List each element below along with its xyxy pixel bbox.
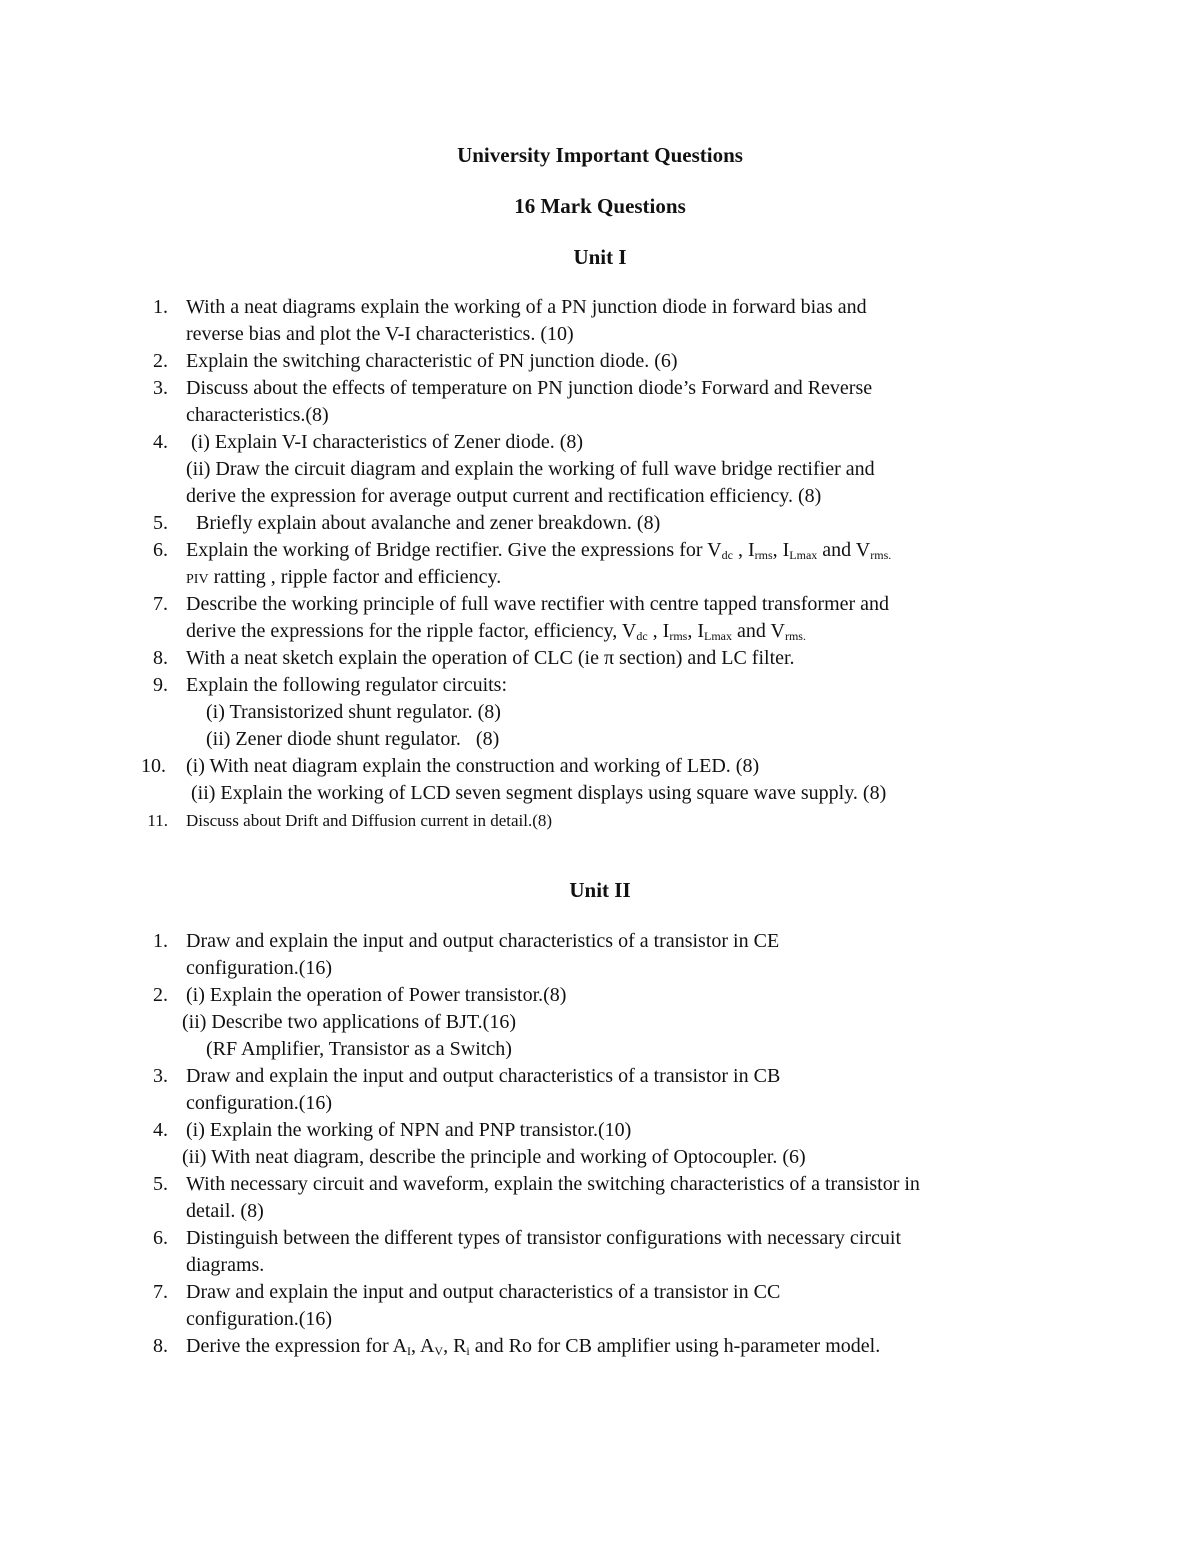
question-number: 4. [153,431,168,453]
question-text: detail. (8) [186,1200,264,1222]
question-text: Explain the following regulator circuits: [186,674,508,696]
question-text: (i) Explain the working of NPN and PNP transistor.(10) [186,1119,632,1141]
question-text: Discuss about the effects of temperature on PN junction diode’s Forward and Reverse [186,377,873,399]
question-text: (i) Explain the operation of Power transistor.(8) [186,984,567,1006]
unit-2-heading: Unit II [569,878,631,902]
question-text: (i) Transistorized shunt regulator. (8) [186,701,501,723]
question-text: configuration.(16) [186,1308,333,1330]
question-number: 9. [153,674,168,696]
question-number: 1. [153,930,168,952]
list-item [0,1279,1200,1333]
list-item [0,591,1200,645]
list-item [0,1117,1200,1171]
question-text: configuration.(16) [186,1092,333,1114]
list-item [0,375,1200,429]
question-text: characteristics.(8) [186,404,329,426]
question-text: Distinguish between the different types of transistor configurations with necessary circuit [186,1227,901,1249]
document-subtitle: 16 Mark Questions [514,194,686,218]
question-number: 2. [153,984,168,1006]
question-number: 4. [153,1119,168,1141]
question-text: (ii) Describe two applications of BJT.(16) [182,1011,516,1033]
question-text: reverse bias and plot the V-I characteristics. (10) [186,323,574,345]
list-item [0,928,1200,982]
question-text: Draw and explain the input and output characteristics of a transistor in CB [186,1065,781,1087]
question-number: 11. [147,811,168,830]
question-text: derive the expressions for the ripple factor, efficiency, $V_{dc}$ , $I_{rms}$, $I_{Lmax}$ and $V_{rms.}$ [186,620,806,643]
question-text: (RF Amplifier, Transistor as a Switch) [186,1038,512,1060]
unit-2-question-list [0,928,1200,1360]
question-text: With a neat diagrams explain the working of a PN junction diode in forward bias and [186,296,867,318]
question-text: Derive the expression for $A_I$, $A_V$, $R_i$ and Ro for CB amplifier using h-parameter model. [186,1335,881,1358]
list-item [0,294,1200,348]
question-text: Briefly explain about avalanche and zener breakdown. (8) [186,512,661,534]
list-item [0,1171,1200,1225]
question-number: 7. [153,593,168,615]
list-item [0,1333,1200,1360]
list-item [0,429,1200,510]
question-text: (ii) Zener diode shunt regulator. (8) [186,728,500,750]
question-text: derive the expression for average output current and rectification efficiency. (8) [186,485,822,507]
question-number: 7. [153,1281,168,1303]
question-number: 2. [153,350,168,372]
list-item [0,982,1200,1063]
question-text: PIV ratting , ripple factor and efficiency. [186,566,502,588]
document-title: University Important Questions [457,143,743,167]
question-text: configuration.(16) [186,957,333,979]
question-number: 5. [153,512,168,534]
question-text: (i) With neat diagram explain the construction and working of LED. (8) [186,755,760,777]
list-item [0,1225,1200,1279]
question-text: Draw and explain the input and output characteristics of a transistor in CC [186,1281,781,1303]
question-number: 6. [153,539,168,561]
question-number: 8. [153,647,168,669]
question-number: 1. [153,296,168,318]
question-text: (ii) Explain the working of LCD seven segment displays using square wave supply. (8) [186,782,887,804]
question-text: With a neat sketch explain the operation of CLC (ie π section) and LC filter. [186,647,795,669]
list-item [0,348,1200,375]
question-number: 5. [153,1173,168,1195]
question-text: Draw and explain the input and output characteristics of a transistor in CE [186,930,780,952]
question-text: With necessary circuit and waveform, explain the switching characteristics of a transistor in [186,1173,920,1195]
question-number: 10. [141,755,166,777]
list-item [0,645,1200,672]
list-item [0,672,1200,753]
question-number: 8. [153,1335,168,1357]
question-text: Explain the switching characteristic of PN junction diode. (6) [186,350,678,372]
question-text: (i) Explain V-I characteristics of Zener diode. (8) [186,431,584,453]
list-item [0,807,1200,834]
question-text: diagrams. [186,1254,265,1276]
question-text: (ii) Draw the circuit diagram and explain the working of full wave bridge rectifier and [186,458,875,480]
question-text: (ii) With neat diagram, describe the principle and working of Optocoupler. (6) [182,1146,806,1168]
question-text: Discuss about Drift and Diffusion current in detail.(8) [186,811,553,830]
list-item [0,537,1200,591]
question-text: Explain the working of Bridge rectifier. Give the expressions for $V_{dc}$ , $I_{rms}$, $I_{Lmax}$ and $V_{rms.}$ [186,539,892,562]
list-item [0,753,1200,807]
list-item [0,510,1200,537]
question-number: 6. [153,1227,168,1249]
question-text: Describe the working principle of full wave rectifier with centre tapped transformer and [186,593,890,615]
list-item [0,1063,1200,1117]
question-number: 3. [153,1065,168,1087]
question-number: 3. [153,377,168,399]
unit-1-heading: Unit I [573,245,627,269]
unit-1-question-list [0,294,1200,834]
